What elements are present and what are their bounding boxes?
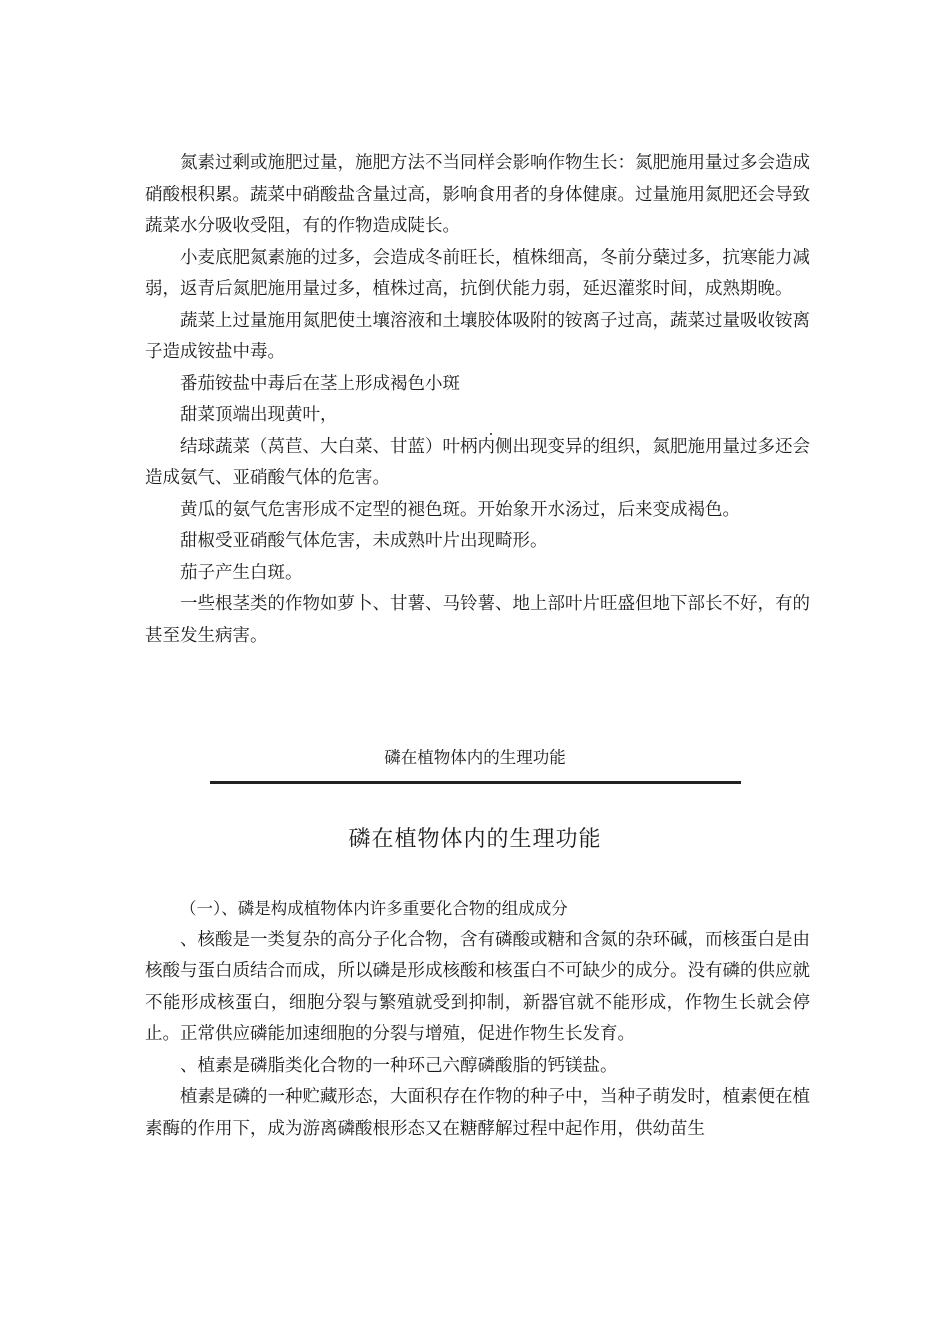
page-title: 磷在植物体内的生理功能 [348,827,602,852]
paragraph: 甜椒受亚硝酸气体危害，未成熟叶片出现畸形。 [180,531,548,551]
section-heading: （一）、磷是构成植物体内许多重要化合物的组成成分 [180,899,568,918]
paragraph: 结球蔬菜（莴苣、大白菜、甘蓝）叶柄内侧出现变异的组织，氮肥施用量过多还会造成氨气、亚硝酸气体的危害。 [145,436,810,488]
paragraph: 甜菜顶端出现黄叶， [180,405,338,425]
paragraph: 氮素过剩或施肥过量，施肥方法不当同样会影响作物生长：氮肥施用量过多会造成硝酸根积累。蔬菜中硝酸盐含量过高，影响食用者的身体健康。过量施用氮肥还会导致蔬菜水分吸收受阻，有的作物造成陡长。 [145,153,810,236]
stray-dot [490,433,492,435]
paragraph: 黄瓜的氨气危害形成不定型的褪色斑。开始象开水汤过，后来变成褐色。 [180,499,740,520]
paragraph: 一些根茎类的作物如萝卜、甘薯、马铃薯、地上部叶片旺盛但地下部长不好，有的甚至发生病害。 [145,594,810,646]
paragraph: 植素是磷的一种贮藏形态，大面积存在作物的种子中，当种子萌发时，植素便在植素酶的作用下，成为游离磷酸根形态又在糖酵解过程中起作用，供幼苗生 [145,1087,810,1139]
section-nitrogen-excess [145,148,810,652]
paragraph: 、核酸是一类复杂的高分子化合物，含有磷酸或糖和含氮的杂环碱，而核蛋白是由核酸与蛋白质结合而成，所以磷是形成核酸和核蛋白不可缺少的成分。没有磷的供应就不能形成核蛋白，细胞分裂与繁殖就受到抑制，新器官就不能形成，作物生长就会停止。正常供应磷能加速细胞的分裂与增殖，促进作物生长发育。 [145,929,810,1044]
paragraph: 小麦底肥氮素施的过多，会造成冬前旺长，植株细高，冬前分蘖过多，抗寒能力减弱，返青后氮肥施用量过多，植株过高，抗倒伏能力弱，延迟灌浆时间，成熟期晚。 [145,247,810,299]
paragraph: 、植素是磷脂类化合物的一种环己六醇磷酸脂的钙镁盐。 [180,1055,618,1076]
header-rule [210,781,741,784]
running-header: 磷在植物体内的生理功能 [384,748,566,767]
paragraph: 番茄铵盐中毒后在茎上形成褐色小斑 [180,373,460,394]
paragraph: 茄子产生白斑。 [180,562,303,583]
section-phosphorus-functions [145,893,810,1145]
paragraph: 蔬菜上过量施用氮肥使土壤溶液和土壤胶体吸附的铵离子过高，蔬菜过量吸收铵离子造成铵盐中毒。 [145,310,810,362]
